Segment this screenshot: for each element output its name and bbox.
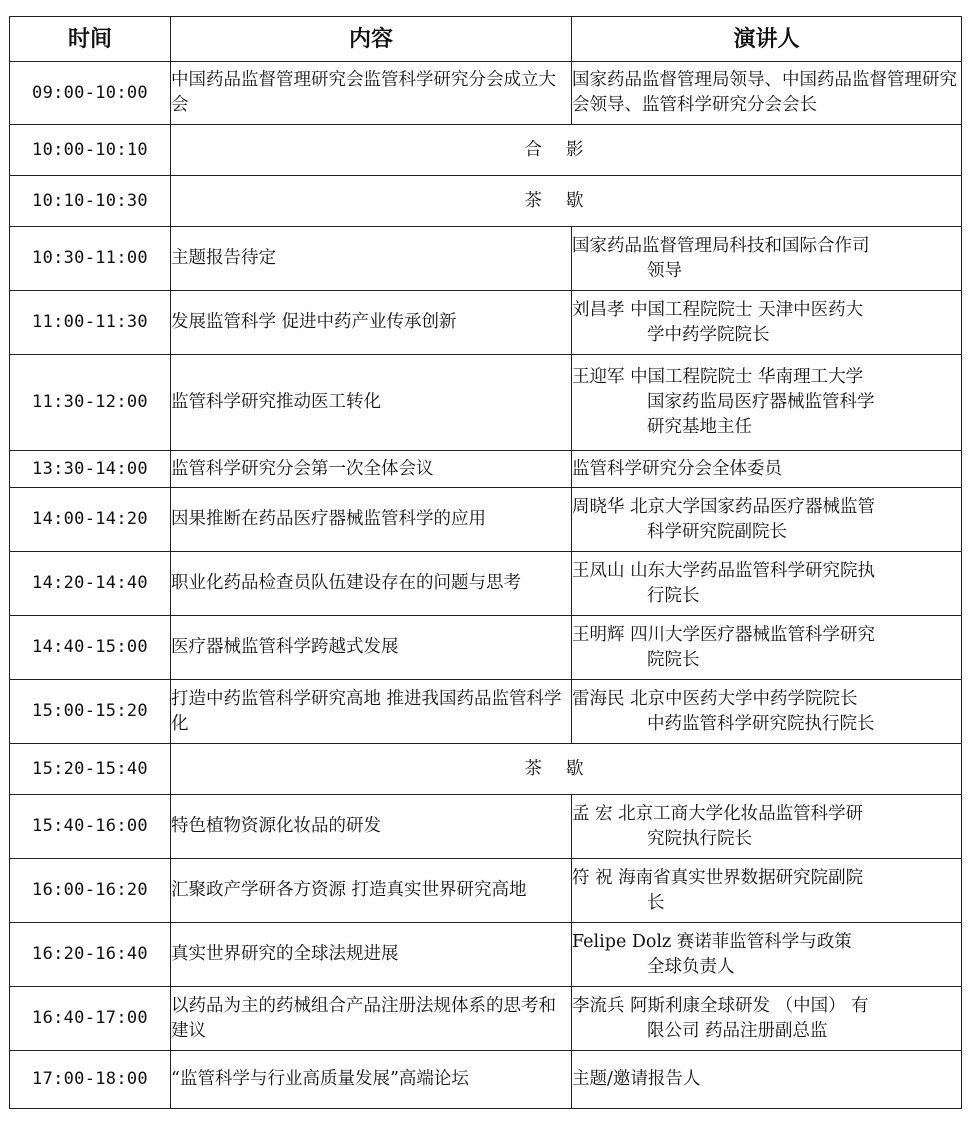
- speaker-cell: [572, 291, 962, 355]
- table-row: [10, 355, 962, 451]
- header-time: 时间: [10, 17, 171, 62]
- table-row: [10, 859, 962, 923]
- table-row: [10, 923, 962, 987]
- time-cell: 15:40-16:00: [10, 795, 171, 859]
- table-row: [10, 795, 962, 859]
- header-row: [10, 17, 962, 62]
- content-cell: 职业化药品检查员队伍建设存在的问题与思考: [171, 552, 572, 616]
- speaker-line: 科学研究院副院长: [647, 521, 787, 542]
- table-row: [10, 451, 962, 488]
- content-cell: 发展监管科学 促进中药产业传承创新: [171, 291, 572, 355]
- speaker-line: Felipe Dolz 赛诺菲监管科学与政策: [572, 931, 852, 952]
- time-cell: 16:20-16:40: [10, 923, 171, 987]
- speaker-cell: [572, 227, 962, 291]
- time-cell: 14:20-14:40: [10, 552, 171, 616]
- content-cell: 打造中药监管科学研究高地 推进我国药品监管科学化: [171, 680, 572, 744]
- speaker-line: 雷海民 北京中医药大学中药学院院长: [572, 688, 858, 709]
- content-cell: 监管科学研究分会第一次全体会议: [171, 451, 572, 488]
- speaker-cell: [572, 355, 962, 451]
- speaker-cell: 国家药品监督管理局领导、中国药品监督管理研究会领导、监管科学研究分会会长: [572, 62, 962, 125]
- content-cell: 汇聚政产学研各方资源 打造真实世界研究高地: [171, 859, 572, 923]
- time-cell: 15:00-15:20: [10, 680, 171, 744]
- speaker-line: 国家药品监督管理局科技和国际合作司: [572, 235, 870, 256]
- speaker-line: 孟 宏 北京工商大学化妆品监管科学研: [572, 803, 864, 824]
- speaker-line: 究院执行院长: [647, 828, 752, 849]
- time-cell: 17:00-18:00: [10, 1051, 171, 1109]
- time-cell: 14:40-15:00: [10, 616, 171, 680]
- speaker-cell: [572, 616, 962, 680]
- speaker-line: 符 祝 海南省真实世界数据研究院副院: [572, 867, 864, 888]
- speaker-line: 全球负责人: [647, 956, 735, 977]
- speaker-cell: 监管科学研究分会全体委员: [572, 451, 962, 488]
- speaker-line: 限公司 药品注册副总监: [647, 1020, 828, 1041]
- table-row: [10, 1051, 962, 1109]
- time-cell: 11:30-12:00: [10, 355, 171, 451]
- speaker-line: 领导: [647, 260, 682, 281]
- table-row: [10, 987, 962, 1051]
- speaker-cell: [572, 680, 962, 744]
- speaker-cell: [572, 552, 962, 616]
- content-cell: 医疗器械监管科学跨越式发展: [171, 616, 572, 680]
- break-cell: 茶歇: [171, 176, 962, 227]
- speaker-line: 刘昌孝 中国工程院院士 天津中医药大: [572, 299, 864, 320]
- content-cell: 以药品为主的药械组合产品注册法规体系的思考和建议: [171, 987, 572, 1051]
- content-cell: 特色植物资源化妆品的研发: [171, 795, 572, 859]
- time-cell: 14:00-14:20: [10, 488, 171, 552]
- table-row: [10, 616, 962, 680]
- speaker-cell: [572, 923, 962, 987]
- table-row: [10, 227, 962, 291]
- table-row: [10, 744, 962, 795]
- speaker-line: 王明辉 四川大学医疗器械监管科学研究: [572, 624, 876, 645]
- speaker-line: 学中药学院院长: [647, 324, 770, 345]
- time-cell: 16:00-16:20: [10, 859, 171, 923]
- table-row: [10, 176, 962, 227]
- time-cell: 16:40-17:00: [10, 987, 171, 1051]
- speaker-line: 行院长: [647, 585, 700, 606]
- table-row: [10, 62, 962, 125]
- content-cell: 主题报告待定: [171, 227, 572, 291]
- table-row: [10, 291, 962, 355]
- table-row: [10, 552, 962, 616]
- speaker-cell: [572, 859, 962, 923]
- speaker-line: 周晓华 北京大学国家药品医疗器械监管: [572, 496, 876, 517]
- time-cell: 10:00-10:10: [10, 125, 171, 176]
- time-cell: 10:30-11:00: [10, 227, 171, 291]
- content-cell: 真实世界研究的全球法规进展: [171, 923, 572, 987]
- break-cell: 合影: [171, 125, 962, 176]
- break-cell: 茶歇: [171, 744, 962, 795]
- speaker-cell: [572, 488, 962, 552]
- table-row: [10, 125, 962, 176]
- speaker-line: 王迎军 中国工程院院士 华南理工大学: [572, 367, 864, 387]
- time-cell: 10:10-10:30: [10, 176, 171, 227]
- speaker-line: 李流兵 阿斯利康全球研发 （中国） 有: [572, 995, 869, 1016]
- table-row: [10, 488, 962, 552]
- content-cell: 因果推断在药品医疗器械监管科学的应用: [171, 488, 572, 552]
- content-cell: 监管科学研究推动医工转化: [171, 355, 572, 451]
- speaker-cell: [572, 795, 962, 859]
- time-cell: 13:30-14:00: [10, 451, 171, 488]
- speaker-line: 国家药监局医疗器械监管科学: [647, 392, 875, 412]
- speaker-cell: 主题/邀请报告人: [572, 1051, 962, 1109]
- speaker-line: 研究基地主任: [647, 417, 752, 437]
- table-row: [10, 680, 962, 744]
- time-cell: 09:00-10:00: [10, 62, 171, 125]
- time-cell: 15:20-15:40: [10, 744, 171, 795]
- header-content: 内容: [171, 17, 572, 62]
- content-cell: 中国药品监督管理研究会监管科学研究分会成立大会: [171, 62, 572, 125]
- speaker-line: 院院长: [647, 649, 700, 670]
- speaker-line: 王凤山 山东大学药品监管科学研究院执: [572, 560, 876, 581]
- agenda-table: [9, 16, 962, 1109]
- speaker-cell: [572, 987, 962, 1051]
- speaker-line: 长: [647, 892, 665, 913]
- header-speaker: 演讲人: [572, 17, 962, 62]
- content-cell: “监管科学与行业高质量发展”高端论坛: [171, 1051, 572, 1109]
- time-cell: 11:00-11:30: [10, 291, 171, 355]
- speaker-line: 中药监管科学研究院执行院长: [647, 713, 875, 734]
